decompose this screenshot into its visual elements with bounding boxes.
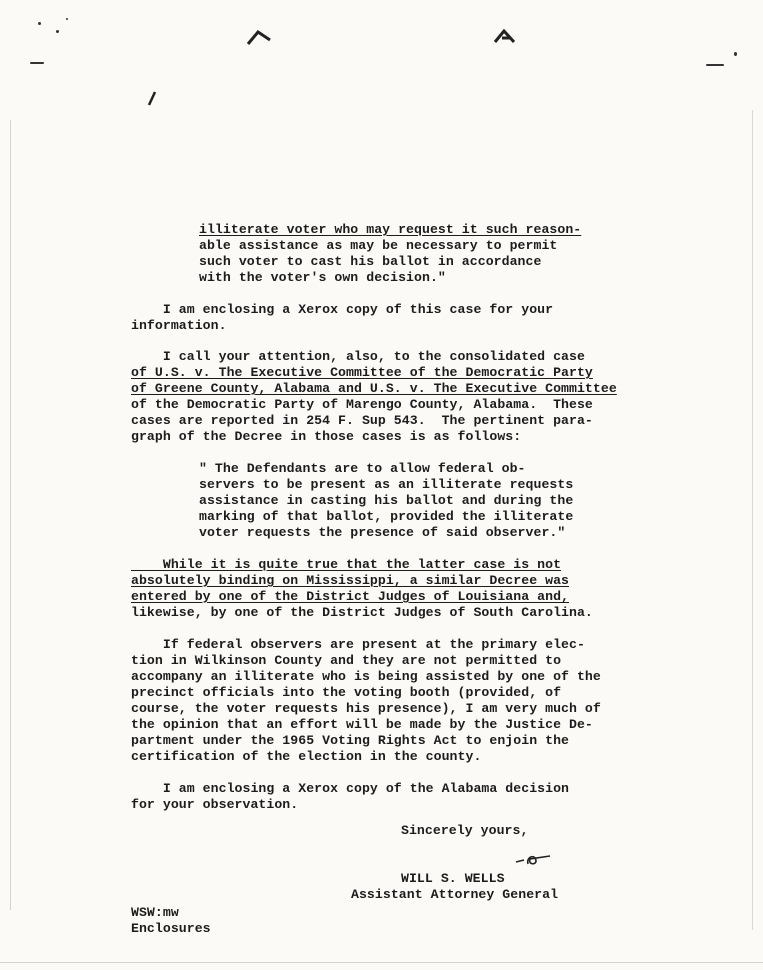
speck bbox=[38, 22, 41, 25]
signature-scribble bbox=[514, 850, 554, 868]
signer-name: WILL S. WELLS bbox=[401, 871, 505, 886]
para2-line-3: of Greene County, Alabama and U.S. v. The Executive Committee bbox=[131, 381, 617, 396]
para1-line-1: I am enclosing a Xerox copy of this case for your bbox=[131, 302, 554, 317]
para3-line-4: likewise, by one of the District Judges of South Carolina. bbox=[131, 605, 593, 620]
scan-mark-right bbox=[492, 28, 518, 50]
para4-line-4: precinct officials into the voting booth (provided, of bbox=[131, 685, 562, 700]
quote1-line-4: with the voter's own decision." bbox=[199, 270, 446, 285]
para4-line-1: If federal observers are present at the primary elec- bbox=[131, 637, 585, 652]
initials: WSW:mw bbox=[131, 905, 179, 920]
speck bbox=[56, 30, 59, 33]
para4-line-6: the opinion that an effort will be made by the Justice De- bbox=[131, 717, 593, 732]
para4-line-5: course, the voter requests his presence), I am very much of bbox=[131, 701, 601, 716]
para3-line-2: absolutely binding on Mississippi, a similar Decree was bbox=[131, 573, 570, 588]
para5-line-1: I am enclosing a Xerox copy of the Alabama decision bbox=[131, 781, 570, 796]
speck bbox=[30, 62, 44, 64]
para2-line-5: cases are reported in 254 F. Sup 543. The pertinent para- bbox=[131, 413, 593, 428]
para2-line-6: graph of the Decree in those cases is as follows: bbox=[131, 429, 522, 444]
quote2-line-5: voter requests the presence of said observer." bbox=[199, 525, 566, 540]
enclosures: Enclosures bbox=[131, 921, 211, 936]
speck bbox=[706, 64, 724, 66]
para4-line-3: accompany an illiterate who is being assisted by one of the bbox=[131, 669, 601, 684]
para4-line-7: partment under the 1965 Voting Rights Act to enjoin the bbox=[131, 733, 570, 748]
quote1-line-2: able assistance as may be necessary to permit bbox=[199, 238, 558, 253]
para4-line-8: certification of the election in the county. bbox=[131, 749, 482, 764]
scan-mark-left bbox=[244, 28, 274, 50]
bottom-edge-line bbox=[0, 962, 763, 963]
para2-line-4: of the Democratic Party of Marengo County, Alabama. These bbox=[131, 397, 593, 412]
para1-line-2: information. bbox=[131, 318, 227, 333]
speck bbox=[734, 52, 737, 56]
para4-line-2: tion in Wilkinson County and they are not permitted to bbox=[131, 653, 562, 668]
right-edge-line bbox=[752, 110, 753, 930]
quote2-line-3: assistance in casting his ballot and during the bbox=[199, 493, 574, 508]
signer-title: Assistant Attorney General bbox=[351, 887, 559, 902]
para2-line-1: I call your attention, also, to the consolidated case bbox=[131, 349, 585, 364]
quote1-underlined-1: illiterate voter who may request it such reason- bbox=[199, 222, 582, 237]
para3-line-3: entered by one of the District Judges of Louisiana and, bbox=[131, 589, 570, 604]
quote2-line-2: servers to be present as an illiterate requests bbox=[199, 477, 574, 492]
para5-line-2: for your observation. bbox=[131, 797, 299, 812]
quote1-line-1 bbox=[199, 222, 581, 238]
closing: Sincerely yours, bbox=[401, 823, 529, 838]
para3-line-1: While it is quite true that the latter case is not bbox=[131, 557, 562, 572]
quote2-line-4: marking of that ballot, provided the illiterate bbox=[199, 509, 574, 524]
para2-line-2: of U.S. v. The Executive Committee of the Democratic Party bbox=[131, 365, 593, 380]
left-edge-line bbox=[10, 120, 11, 910]
quote1-line-3: such voter to cast his ballot in accordance bbox=[199, 254, 542, 269]
scan-mark-small bbox=[146, 90, 158, 108]
speck bbox=[66, 18, 68, 20]
quote2-line-1: " The Defendants are to allow federal ob- bbox=[199, 461, 526, 476]
